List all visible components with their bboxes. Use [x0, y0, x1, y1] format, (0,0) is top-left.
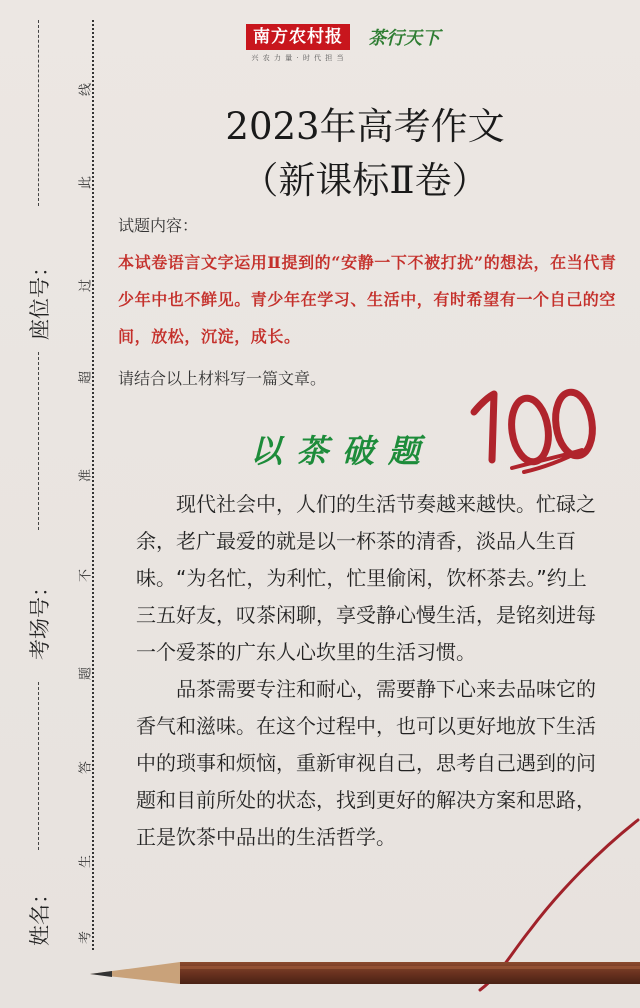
seal-char: 线	[78, 83, 94, 97]
pencil-icon	[80, 952, 640, 992]
newspaper-logo: 南方农村报	[246, 24, 350, 50]
prompt-label: 试题内容：	[118, 216, 199, 235]
page-title: 2023年高考作文	[225, 105, 505, 148]
binding-line-outer-top	[38, 20, 39, 206]
essay-heading: 以茶破题	[250, 432, 435, 470]
seal-char: 此	[78, 176, 94, 190]
score-100-mark	[452, 372, 612, 482]
seal-char: 不	[78, 569, 94, 583]
essay-paragraph: 现代社会中，人们的生活节奏越来越快。忙碌之余，老广最爱的就是以一杯茶的清香，淡品人生百味。“为名忙，为利忙，忙里偷闲，饮杯茶去。”约上三五好友，叹茶闲聊，享受静心慢生活，是铭刻进每一个爱茶的广东人心坎里的生活习惯。	[136, 492, 596, 664]
essay-paragraph: 品茶需要专注和耐心，需要静下心来去品味它的香气和滋味。在这个过程中，也可以更好地放下生活中的琐事和烦恼，重新审视自己，思考自己遇到的问题和目前所处的状态，找到更好的解决方案和思路，正是饮茶中品出的生活哲学。	[136, 677, 596, 849]
seal-char: 答	[78, 761, 94, 775]
seal-char: 超	[78, 371, 94, 385]
binding-line-outer-bottom	[38, 682, 39, 850]
seal-char: 题	[78, 667, 94, 681]
exam-room-label: 考场号：	[28, 576, 52, 660]
prompt-text: 本试卷语言文字运用Ⅱ提到的“安静一下不被打扰”的想法，在当代青少年中也不鲜见。青少年在学习、生活中，有时希望有一个自己的空间，放松，沉淀，成长。	[118, 253, 617, 346]
name-label: 姓名：	[28, 883, 52, 946]
seal-char: 过	[78, 279, 94, 293]
logo-tagline: 兴 农 力 量 · 时 代 担 当	[251, 54, 345, 62]
prompt-instruction: 请结合以上材料写一篇文章。	[118, 369, 327, 388]
seal-char: 准	[78, 469, 94, 483]
seal-char: 考	[78, 931, 94, 945]
seal-char: 生	[78, 855, 94, 869]
tea-brand-logo: 茶行天下	[368, 28, 440, 49]
seat-number-label: 座位号：	[28, 256, 52, 340]
page-subtitle: （新课标Ⅱ卷）	[241, 159, 489, 202]
binding-line-outer-mid	[38, 352, 39, 530]
